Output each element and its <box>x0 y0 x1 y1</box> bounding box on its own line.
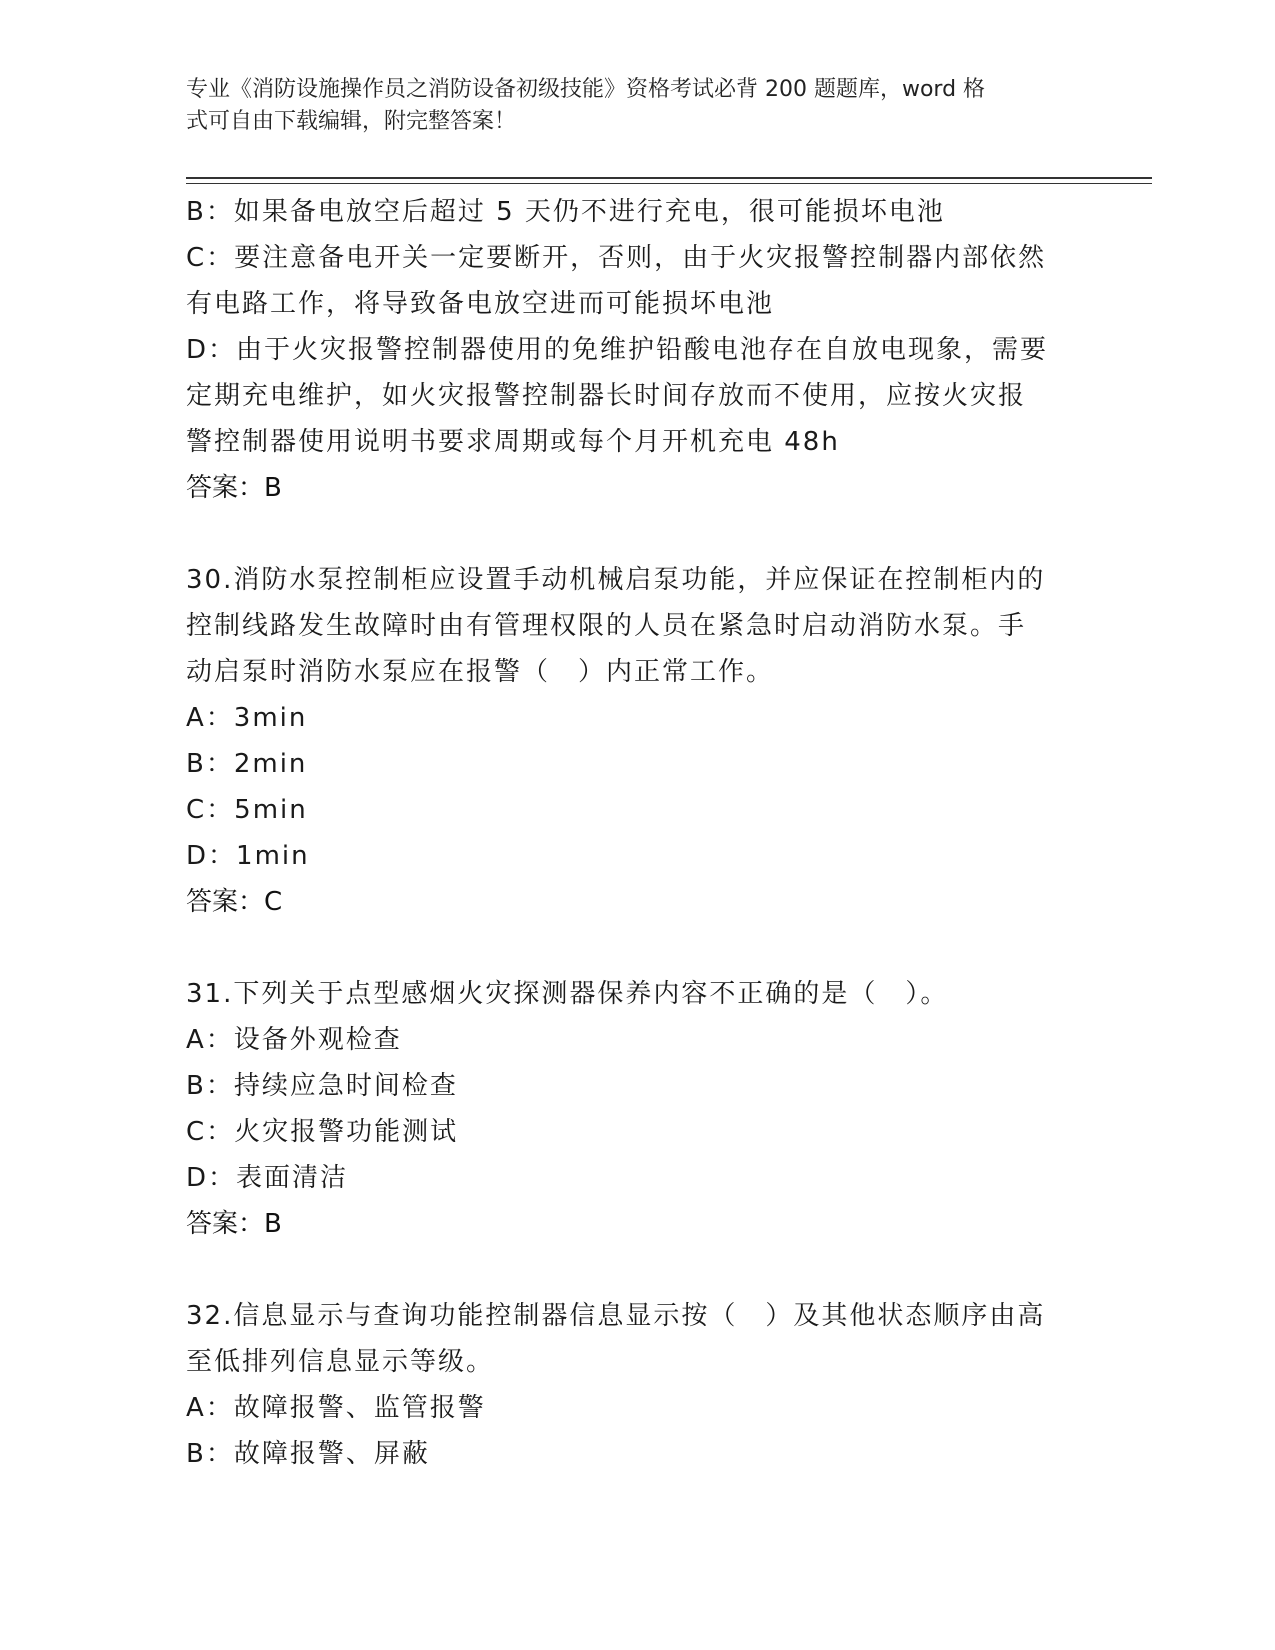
document-header <box>186 74 1066 138</box>
header-line-1: 专业《消防设施操作员之消防设备初级技能》资格考试必背 200 题题库，word 格 <box>186 77 986 102</box>
spacer <box>186 1247 1086 1293</box>
option-c: C：火灾报警功能测试 <box>186 1117 459 1147</box>
option-a: A：设备外观检查 <box>186 1025 402 1055</box>
header-rule-thick <box>186 177 1152 179</box>
option-b: B：如果备电放空后超过 5 天仍不进行充电，很可能损坏电池 <box>186 197 945 227</box>
question-stem-line-2: 至低排列信息显示等级。 <box>186 1347 495 1377</box>
option-b: B：持续应急时间检查 <box>186 1071 458 1101</box>
question-stem-line-1: 32.信息显示与查询功能控制器信息显示按（ ）及其他状态顺序由高 <box>186 1301 1046 1331</box>
question-30 <box>186 557 1086 925</box>
question-stem-line-1: 31.下列关于点型感烟火灾探测器保养内容不正确的是（ ）。 <box>186 979 949 1009</box>
spacer <box>186 511 1086 557</box>
question-stem-line-3: 动启泵时消防水泵应在报警（ ）内正常工作。 <box>186 657 775 687</box>
header-rule-thin <box>186 183 1152 184</box>
spacer <box>186 925 1086 971</box>
option-d-line-3: 警控制器使用说明书要求周期或每个月开机充电 48h <box>186 427 840 457</box>
answer: 答案：C <box>186 887 283 917</box>
option-b: B：故障报警、屏蔽 <box>186 1439 430 1469</box>
option-d-line-2: 定期充电维护，如火灾报警控制器长时间存放而不使用，应按火灾报 <box>186 381 1027 411</box>
answer: 答案：B <box>186 1209 282 1239</box>
question-stem-line-1: 30.消防水泵控制柜应设置手动机械启泵功能，并应保证在控制柜内的 <box>186 565 1046 595</box>
question-stem-line-2: 控制线路发生故障时由有管理权限的人员在紧急时启动消防水泵。手 <box>186 611 1027 641</box>
option-c-line-1: C：要注意备电开关一定要断开，否则，由于火灾报警控制器内部依然 <box>186 243 1047 273</box>
option-a: A：3min <box>186 703 308 733</box>
option-d: D：1min <box>186 841 310 871</box>
option-b: B：2min <box>186 749 308 779</box>
header-line-2: 式可自由下载编辑，附完整答案！ <box>186 109 517 134</box>
question-29-tail <box>186 189 1086 511</box>
option-d-line-1: D：由于火灾报警控制器使用的免维护铅酸电池存在自放电现象，需要 <box>186 335 1049 365</box>
option-a: A：故障报警、监管报警 <box>186 1393 486 1423</box>
question-32 <box>186 1293 1086 1477</box>
answer: 答案：B <box>186 473 282 503</box>
question-content <box>186 189 1086 1477</box>
option-d: D：表面清洁 <box>186 1163 349 1193</box>
option-c: C：5min <box>186 795 308 825</box>
option-c-line-2: 有电路工作，将导致备电放空进而可能损坏电池 <box>186 289 775 319</box>
question-31 <box>186 971 1086 1247</box>
